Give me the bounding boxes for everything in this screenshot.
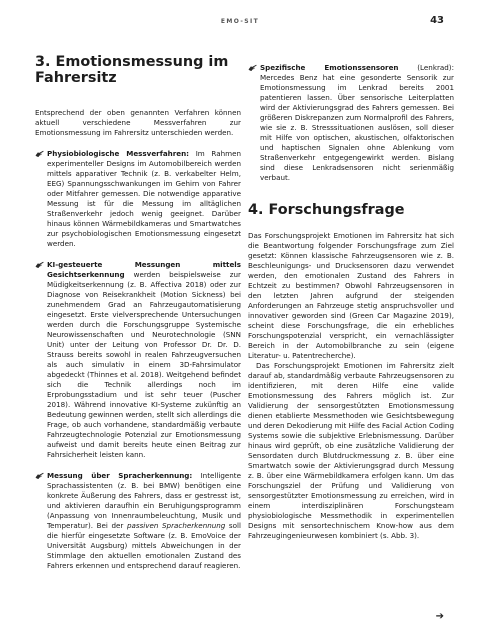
finger-pointer-icon [35,472,44,480]
item-title: KI-gesteuerte Messungen mittels Gesichtserkennung [47,260,241,279]
item-title: Messung über Spracherkennung: [47,471,193,480]
section-3-heading: 3. Emotionsmessung im Fahrersitz [35,54,229,86]
item-text-a: Intelligente Sprachassistenten (z. B. bei BMW) benötigen eine konkrete Äußerung des Fahrers, dass er gestresst ist, und aktivieren daraufhin ein Beruhigungsprogramm (Anpassung von Innenraumbeleuchtung, Musik und Temperatur). Bei der [47,471,241,530]
item-title: Spezifische Emotionssensoren [260,63,399,72]
item-title: Physiobiologische Messverfahren: [47,149,190,158]
item-emphasis: passiven Spracherkennung [126,521,226,530]
section-4-paragraph-1: Das Forschungsprojekt Emotionen im Fahrersitz hat sich die Beantwortung folgender Forschungsfrage zum Ziel gesetzt: Können klassische Fahrzeugsensoren wie z. B. Beschleunigungs- und Drucksensoren dazu verwendet werden, den emotionalen Zustand des Fahrers in Echtzeit zu bestimmen? Obwohl Fahrzeugsensoren in den letzten Jahren aufgrund der steigenden Anforderungen an Fahrzeuge stetig anspruchsvoller und innovativer geworden sind (Green Car Magazine 2019), scheint diese Forschungsfrage, die ein erhebliches Forschungspotenzial verspricht, ein vernachlässigter Bereich in der Automobilbranche zu sein (eigene Literatur- u. Patentrecherche). [248,231,454,360]
page-number: 43 [430,15,444,26]
finger-pointer-icon [248,64,257,72]
finger-pointer-icon [35,261,44,269]
right-column [248,63,454,541]
item-text-b: soll die hierfür eingesetzte Software (z. B. EmoVoice der Universität Augsburg) mittels Abweichungen in der Stimmlage den aktuellen emotionalen Zustand des Fahrers erkennen und entsprechend darauf reagieren. [47,521,241,570]
finger-pointer-icon [35,150,44,158]
section-4-paragraph-2: Das Forschungsprojekt Emotionen im Fahrersitz zielt darauf ab, standardmäßig verbaute Fahrzeugsensoren zu identifizieren, mit deren Hilfe eine valide Emotionsmessung des Fahrers möglich ist. Zur Validierung der sensorgestützten Emotionsmessung dienen etablierte Messmethoden wie Gesichtsbewegung und deren Dekodierung mit Hilfe des Facial Action Coding Systems sowie die subjektive Erlebnismessung. Darüber hinaus wird geprüft, ob eine zusätzliche Validierung der Sensordaten durch Blutdruckmessung z. B. über eine Smartwatch sowie der Aktivierungsgrad durch Messung z. B. über eine Wärmebildkamera erfolgen kann. Um das Forschungsziel der Prüfung und Validierung von sensorgestützter Emotionsmessung zu erreichen, wird in einem interdisziplinären Forschungsteam physiobiologische Messmethodik in experimentellen Designs mit sensortechnischem Know-how aus dem Fahrzeugingenieurwesen kombiniert (s. Abb. 3). [248,361,454,540]
item-text: werden beispielsweise zur Müdigkeitserkennung (z. B. Affectiva 2018) oder zur Diagnose von Reisekrankheit (Motion Sickness) bei zunehmendem Grad an Fahrzeugautomatisierung eingesetzt. Erste vielversprechende Untersuchungen werden durch die Forschungsgruppe Systemische Neurowissenschaften und Neurotechnologie (SNN Unit) unter der Leitung von Professor Dr. Dr. D. Strauss bereits sowohl in realen Fahrzeugversuchen als auch simulativ in einem 3D-Fahrsimulator abgedeckt (Thinnes et al. 2018). Weitgehend befindet sich die Technik allerdings noch im Erprobungsstadium und ist sehr teuer (Puscher 2018). Während innovative KI-Systeme zukünftig an Bedeutung gewinnen werden, stellt sich allerdings die Frage, ob auch vorhandene, standardmäßig verbaute Fahrzeugtechnologie Potenzial zur Emotionsmessung aufweist und damit bereits heute einen Beitrag zur Fahrsicherheit leisten kann. [47,270,241,459]
list-item [35,260,241,460]
list-item [35,471,241,571]
next-page-arrow-icon: ➔ [435,611,444,622]
section-3-intro: Entsprechend der oben genannten Verfahren können aktuell verschiedene Messverfahren zur Emotionsmessung im Fahrersitz unterschieden werden. [35,108,241,137]
item-text: Im Rahmen experimenteller Designs im Automobilbereich werden mittels apparativer Technik (z. B. verkabelter Helm, EEG) Spannungsschwankungen im Gehirn von Fahrer oder Mitfahrer gemessen. Die notwendige apparative Messung ist für die Messung im alltäglichen Straßenverkehr jedoch wenig geeignet. Darüber hinaus können Wärmebildkameras und Smartwatches zur psychobiologischen Emotionsmessung eingesetzt werden. [47,149,241,248]
item-text: (Lenkrad): Mercedes Benz hat eine gesonderte Sensorik zur Emotionsmessung im Lenkrad bereits 2001 patentieren lassen. Über sensorische Leiterplatten wird der Aktivierungsgrad des Fahrers gemessen. Bei größeren Diskrepanzen zum Normalprofil des Fahrers, wie sie z. B. Stresssituationen auslösen, soll dieser mit Hilfe von optischen, akustischen, olfaktorischen und haptischen Signalen ohne Ablenkung vom Straßenverkehr entgegengewirkt werden. Bislang sind diese Lenkradsensoren nicht serienmäßig verbaut. [260,63,454,182]
list-item [248,63,454,183]
running-head: EMO-SIT [220,18,260,25]
list-item [35,149,241,249]
section-4-heading: 4. Forschungsfrage [248,202,405,218]
left-column [35,40,241,571]
